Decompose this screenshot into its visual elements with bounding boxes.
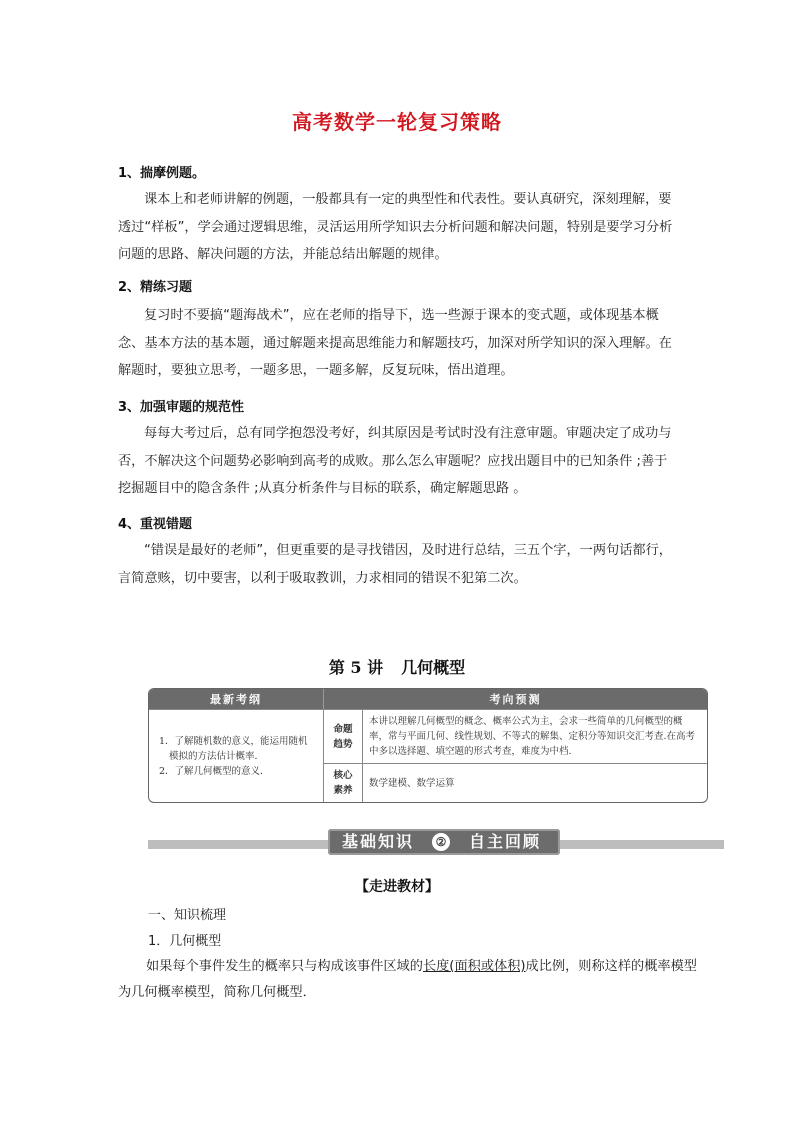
section-heading: 2、精练习题 [118,280,193,295]
enter-textbook-heading: 【走进教材】 [355,879,439,895]
definition-pre: 如果每个事件发生的概率只与构成该事件区域的 [146,959,423,974]
core-label: 核心素养 [323,763,363,802]
syllabus-table [148,688,708,803]
definition-post: 成比例，则称这样的概率模型为几何概率模型，简称几何概型． [118,959,697,1000]
item-heading: 1．几何概型 [148,934,222,949]
banner-left-label: 基础知识 [341,832,414,851]
section-text: 课本上和老师讲解的例题，一般都具有一定的典型性和代表性。要认真研究，深刻理解，要透过“样板”，学会通过逻辑思维，灵活运用所学知识去分析问题和解决问题，特别是要学习分析问题的思路、解决问题的方法，并能总结出解题的规律。 [118,192,673,262]
header-requirements: 最新考纲 [149,689,323,709]
trend-text: 本讲以理解几何概型的概念、概率公式为主，会求一些简单的几何概型的概率，常与平面几何、线性规划、不等式的解集、定积分等知识交汇考查.在高考中多以选择题、填空题的形式考查，难度为中档. [363,709,707,763]
section-text: 复习时不要搞“题海战术”，应在老师的指导下，选一些源于课本的变式题，或体现基本概念、基本方法的基本题，通过解题来提高思维能力和解题技巧，加深对所学知识的深入理解。在解题时，要独立思考，一题多思，一题多解，反复玩味，悟出道理。 [118,308,672,378]
definition-underlined: 长度(面积或体积) [422,959,526,974]
requirement-item: 1．了解随机数的意义，能运用随机模拟的方法估计概率． [159,735,308,762]
section-text: 每每大考过后，总有同学抱怨没考好，纠其原因是考试时没有注意审题。审题决定了成功与否，不解决这个问题势必影响到高考的成败。那么怎么审题呢？应找出题目中的已知条件 ;善于挖掘题目中的隐含条件 ;从真分析条件与目标的联系，确定解题思路 。 [118,426,672,496]
definition-paragraph [118,954,698,1006]
requirements-cell [149,709,323,802]
core-text: 数学建模、数学运算 [363,763,707,802]
section-heading: 1、揣摩例题。 [118,166,206,181]
header-trend: 考向预测 [323,689,707,709]
page-title: 高考数学一轮复习策略 [292,110,502,134]
banner-right-label: 自主回顾 [468,832,541,851]
section-heading: 3、加强审题的规范性 [118,400,245,415]
knowledge-heading: 一、知识梳理 [148,908,227,923]
trend-label: 命题趋势 [323,709,363,763]
section-heading: 4、重视错题 [118,517,193,532]
lecture-name: 几何概型 [401,658,466,677]
lecture-number: 第 5 讲 [328,658,384,677]
section-text: “错误是最好的老师”，但更重要的是寻找错因，及时进行总结，三五个字，一两句话都行，言简意赅，切中要害，以利于吸取教训，力求相同的错误不犯第二次。 [118,543,672,586]
banner-number-badge: ② [430,831,452,853]
lecture-title [0,655,794,678]
requirement-item: 2．了解几何概型的意义． [159,765,270,777]
